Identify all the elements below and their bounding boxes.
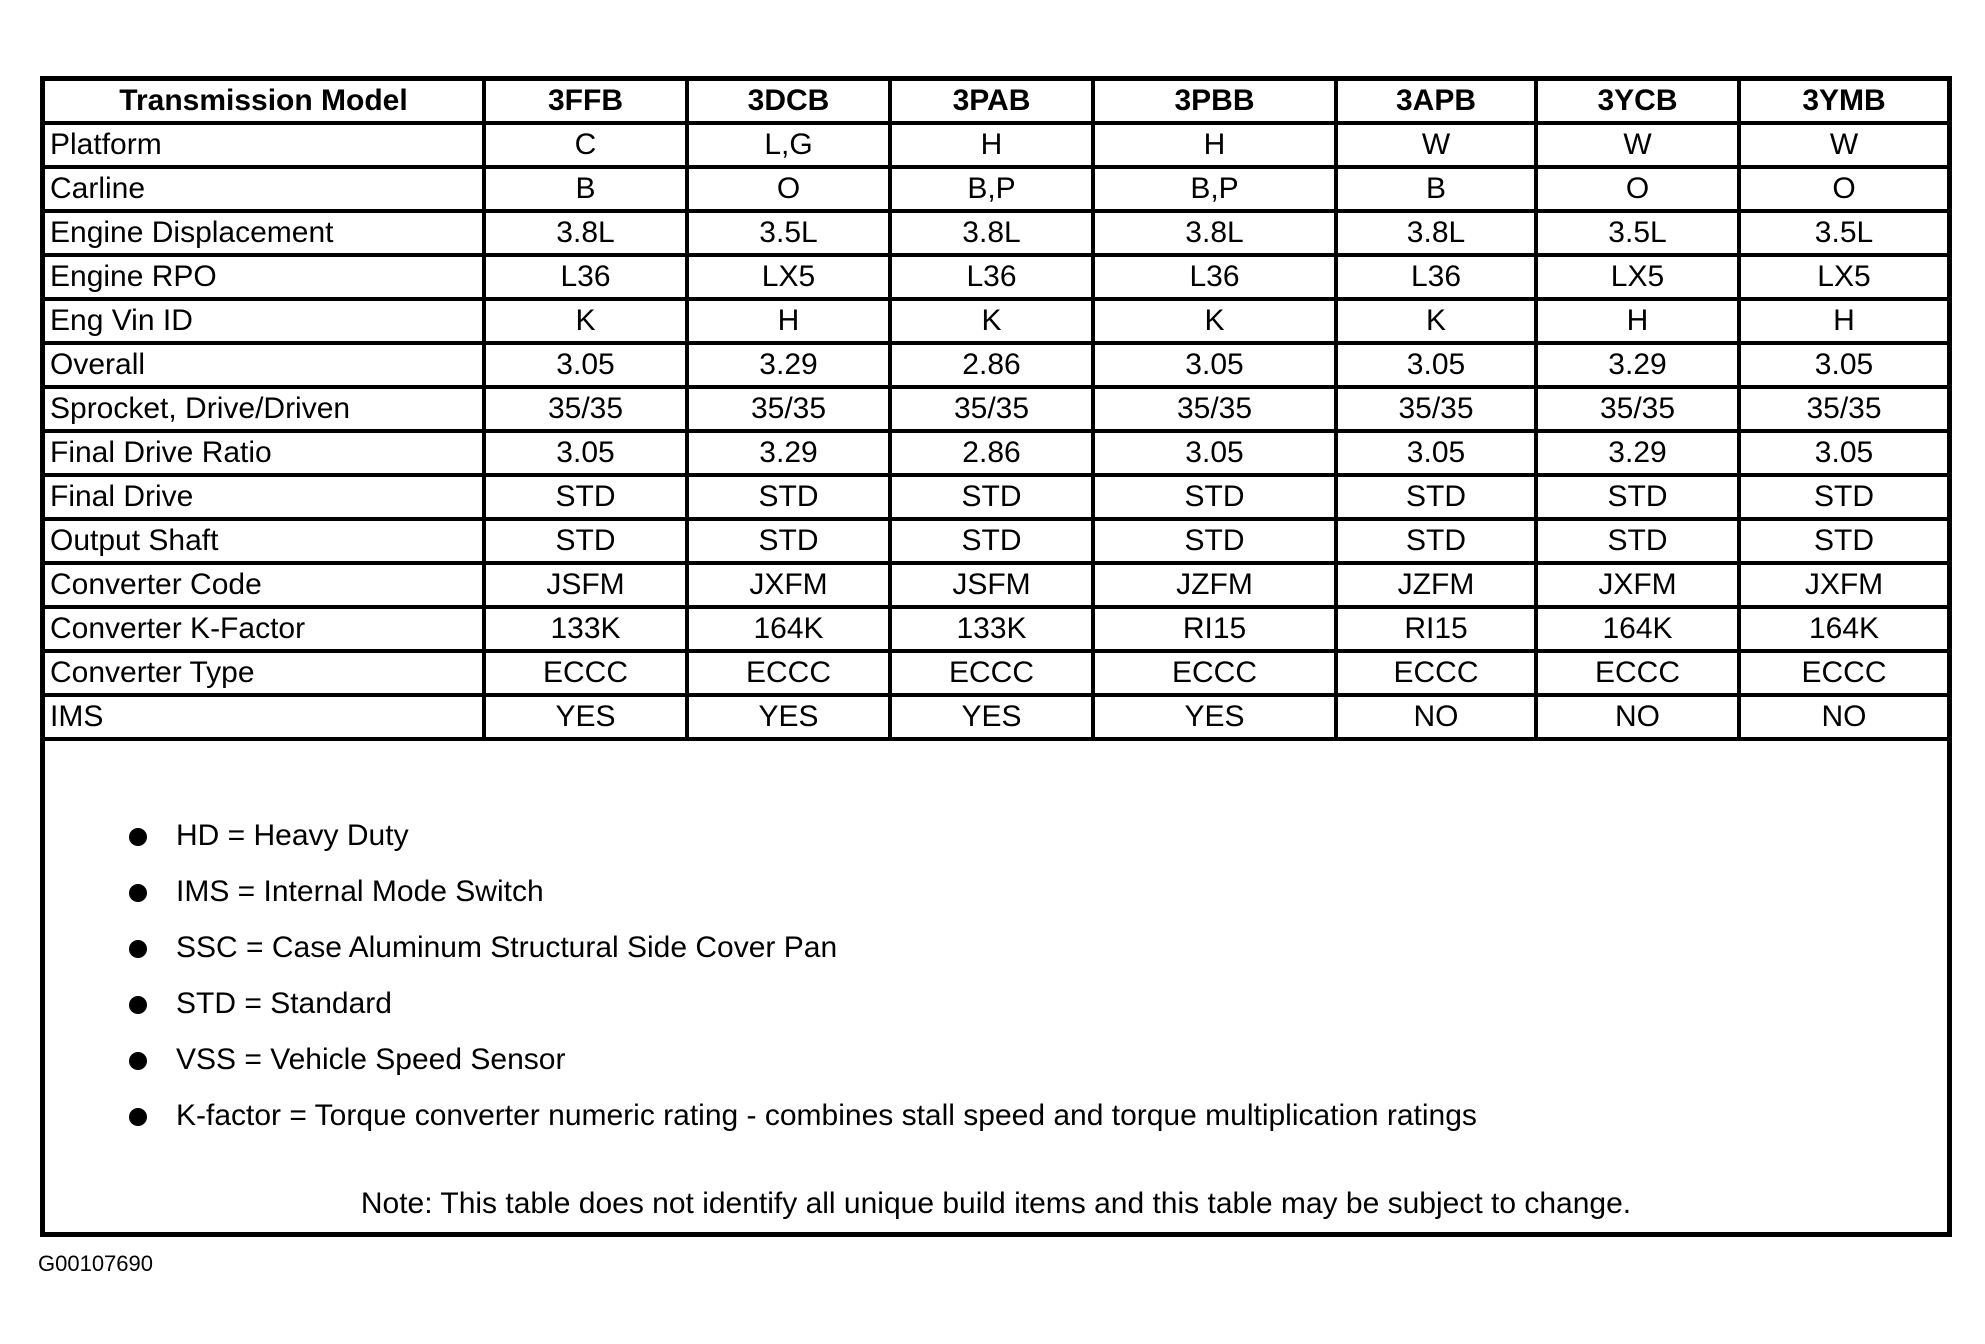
table-row	[45, 299, 1947, 343]
bullet-icon	[129, 884, 147, 902]
table-cell: W	[1739, 123, 1947, 167]
table-note: Note: This table does not identify all unique build items and this table may be subject to change.	[360, 1187, 1632, 1220]
row-label-cell: Final Drive	[45, 475, 484, 519]
table-cell: L36	[484, 255, 687, 299]
table-cell: STD	[890, 475, 1093, 519]
table-cell: 133K	[890, 607, 1093, 651]
table-cell: K	[890, 299, 1093, 343]
table-cell: YES	[890, 695, 1093, 739]
row-label-cell: Converter Code	[45, 563, 484, 607]
table-row	[45, 519, 1947, 563]
legend-item	[45, 1040, 1947, 1096]
table-cell: STD	[1536, 519, 1739, 563]
table-cell: 164K	[1739, 607, 1947, 651]
row-label-cell: Converter K-Factor	[45, 607, 484, 651]
table-cell: YES	[1093, 695, 1336, 739]
table-cell: K	[1093, 299, 1336, 343]
table-cell: ECCC	[687, 651, 890, 695]
table-cell: LX5	[1739, 255, 1947, 299]
table-row	[45, 475, 1947, 519]
table-cell: 35/35	[1536, 387, 1739, 431]
table-cell: JSFM	[484, 563, 687, 607]
table-cell: H	[1093, 123, 1336, 167]
table-cell: 3.5L	[687, 211, 890, 255]
table-cell: NO	[1536, 695, 1739, 739]
spec-table-frame	[40, 76, 1952, 1237]
legend-text: IMS = Internal Mode Switch	[176, 875, 544, 908]
table-cell: 3.8L	[1093, 211, 1336, 255]
table-cell: STD	[484, 475, 687, 519]
table-cell: B	[484, 167, 687, 211]
table-cell: L36	[1336, 255, 1536, 299]
table-cell: 35/35	[1739, 387, 1947, 431]
table-cell: YES	[687, 695, 890, 739]
model-header-cell: 3YCB	[1536, 81, 1739, 123]
table-cell: ECCC	[1093, 651, 1336, 695]
table-cell: W	[1336, 123, 1536, 167]
legend-text: VSS = Vehicle Speed Sensor	[176, 1043, 566, 1076]
model-header-cell: 3DCB	[687, 81, 890, 123]
table-cell: 35/35	[484, 387, 687, 431]
table-row	[45, 343, 1947, 387]
table-cell: STD	[1739, 519, 1947, 563]
table-cell: JXFM	[1536, 563, 1739, 607]
table-cell: H	[1739, 299, 1947, 343]
row-label-cell: Overall	[45, 343, 484, 387]
table-cell: NO	[1336, 695, 1536, 739]
legend-item	[45, 984, 1947, 1040]
table-cell: NO	[1739, 695, 1947, 739]
row-label-cell: Engine Displacement	[45, 211, 484, 255]
table-cell: W	[1536, 123, 1739, 167]
bullet-icon	[129, 828, 147, 846]
table-cell: 2.86	[890, 431, 1093, 475]
legend-text: STD = Standard	[176, 987, 392, 1020]
table-cell: 3.29	[1536, 431, 1739, 475]
header-label-cell: Transmission Model	[45, 81, 484, 123]
table-row	[45, 211, 1947, 255]
table-header-row	[45, 81, 1947, 123]
table-cell: O	[687, 167, 890, 211]
table-cell: L36	[890, 255, 1093, 299]
legend-text: HD = Heavy Duty	[176, 819, 409, 852]
row-label-cell: Platform	[45, 123, 484, 167]
table-cell: L36	[1093, 255, 1336, 299]
table-row	[45, 651, 1947, 695]
table-cell: B,P	[890, 167, 1093, 211]
table-cell: STD	[484, 519, 687, 563]
table-cell: 3.5L	[1739, 211, 1947, 255]
table-cell: 3.05	[1336, 343, 1536, 387]
bullet-icon	[129, 996, 147, 1014]
bullet-icon	[129, 1108, 147, 1126]
table-row	[45, 387, 1947, 431]
row-label-cell: Output Shaft	[45, 519, 484, 563]
table-cell: 3.05	[1739, 431, 1947, 475]
table-cell: STD	[890, 519, 1093, 563]
legend-text: K-factor = Torque converter numeric rating - combines stall speed and torque multiplication ratings	[176, 1099, 1477, 1132]
model-header-cell: 3YMB	[1739, 81, 1947, 123]
table-cell: 3.05	[1093, 431, 1336, 475]
table-cell: STD	[1336, 475, 1536, 519]
table-cell: K	[484, 299, 687, 343]
table-cell: H	[1536, 299, 1739, 343]
table-cell: B,P	[1093, 167, 1336, 211]
table-cell: RI15	[1093, 607, 1336, 651]
table-cell: 3.05	[1093, 343, 1336, 387]
bullet-icon	[129, 940, 147, 958]
table-cell: K	[1336, 299, 1536, 343]
table-cell: STD	[1536, 475, 1739, 519]
table-cell: ECCC	[890, 651, 1093, 695]
table-cell: LX5	[1536, 255, 1739, 299]
table-cell: STD	[1093, 519, 1336, 563]
row-label-cell: IMS	[45, 695, 484, 739]
legend-item	[45, 816, 1947, 872]
table-cell: 3.8L	[1336, 211, 1536, 255]
table-cell: 3.05	[1739, 343, 1947, 387]
model-header-cell: 3PBB	[1093, 81, 1336, 123]
row-label-cell: Engine RPO	[45, 255, 484, 299]
table-cell: 3.05	[484, 431, 687, 475]
table-cell: H	[687, 299, 890, 343]
table-cell: H	[890, 123, 1093, 167]
table-row	[45, 255, 1947, 299]
bullet-icon	[129, 1052, 147, 1070]
table-cell: C	[484, 123, 687, 167]
row-label-cell: Eng Vin ID	[45, 299, 484, 343]
row-label-cell: Final Drive Ratio	[45, 431, 484, 475]
table-cell: 3.29	[1536, 343, 1739, 387]
table-cell: 2.86	[890, 343, 1093, 387]
legend-item	[45, 928, 1947, 984]
table-cell: B	[1336, 167, 1536, 211]
table-cell: 35/35	[1093, 387, 1336, 431]
table-cell: JZFM	[1336, 563, 1536, 607]
row-label-cell: Converter Type	[45, 651, 484, 695]
table-cell: 35/35	[687, 387, 890, 431]
legend-text: SSC = Case Aluminum Structural Side Cover Pan	[176, 931, 838, 964]
table-cell: STD	[687, 519, 890, 563]
table-cell: JXFM	[687, 563, 890, 607]
table-cell: 35/35	[890, 387, 1093, 431]
table-row	[45, 563, 1947, 607]
transmission-spec-table	[45, 81, 1947, 741]
table-cell: ECCC	[1536, 651, 1739, 695]
table-row	[45, 695, 1947, 739]
table-cell: JXFM	[1739, 563, 1947, 607]
table-cell: 133K	[484, 607, 687, 651]
row-label-cell: Carline	[45, 167, 484, 211]
table-cell: STD	[1336, 519, 1536, 563]
legend-item	[45, 1096, 1947, 1152]
table-cell: YES	[484, 695, 687, 739]
table-cell: STD	[1739, 475, 1947, 519]
table-cell: 3.05	[1336, 431, 1536, 475]
model-header-cell: 3PAB	[890, 81, 1093, 123]
table-cell: ECCC	[1739, 651, 1947, 695]
table-cell: O	[1536, 167, 1739, 211]
legend-item	[45, 872, 1947, 928]
table-cell: 3.29	[687, 431, 890, 475]
table-row	[45, 167, 1947, 211]
model-header-cell: 3FFB	[484, 81, 687, 123]
table-cell: 3.05	[484, 343, 687, 387]
table-row	[45, 123, 1947, 167]
table-cell: ECCC	[1336, 651, 1536, 695]
table-cell: 35/35	[1336, 387, 1536, 431]
table-cell: 3.29	[687, 343, 890, 387]
table-cell: STD	[687, 475, 890, 519]
table-cell: RI15	[1336, 607, 1536, 651]
row-label-cell: Sprocket, Drive/Driven	[45, 387, 484, 431]
table-cell: LX5	[687, 255, 890, 299]
table-cell: L,G	[687, 123, 890, 167]
table-cell: 3.8L	[484, 211, 687, 255]
figure-id-label: G00107690	[38, 1251, 153, 1276]
abbreviation-legend	[45, 816, 1947, 1152]
table-cell: STD	[1093, 475, 1336, 519]
table-body	[45, 123, 1947, 739]
table-cell: JZFM	[1093, 563, 1336, 607]
table-cell: 3.8L	[890, 211, 1093, 255]
table-cell: 164K	[687, 607, 890, 651]
table-row	[45, 607, 1947, 651]
table-cell: 164K	[1536, 607, 1739, 651]
table-cell: 3.5L	[1536, 211, 1739, 255]
table-cell: ECCC	[484, 651, 687, 695]
model-header-cell: 3APB	[1336, 81, 1536, 123]
table-cell: JSFM	[890, 563, 1093, 607]
table-row	[45, 431, 1947, 475]
table-cell: O	[1739, 167, 1947, 211]
